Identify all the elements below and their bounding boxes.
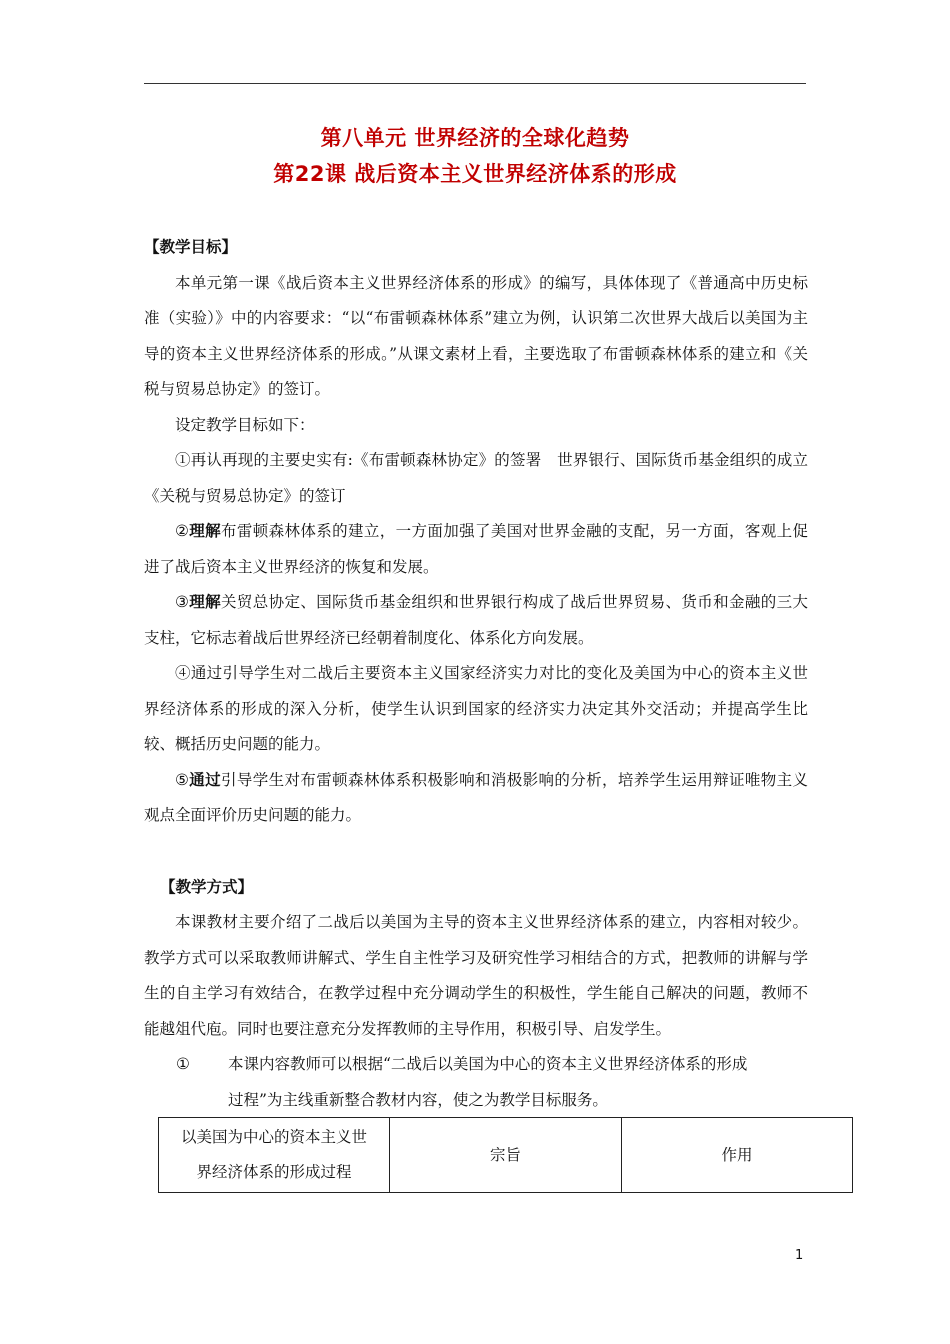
goal-item-text: 引导学生对布雷顿森林体系积极影响和消极影响的分析，培养学生运用辩证唯物主义观点全面评价历史问题的能力。 [144, 770, 808, 824]
section-gap [144, 834, 808, 870]
methods-item-line1: 本课内容教师可以根据“二战后以美国为中心的资本主义世界经济体系的形成 [228, 1055, 748, 1073]
methods-item-line2: 过程”为主线重新整合教材内容，使之为教学目标服务。 [228, 1090, 608, 1109]
goal-item-number: ④ [175, 664, 191, 682]
goal-item-number: ⑤ [175, 770, 190, 789]
goal-item-keyword: 理解 [189, 593, 222, 611]
goal-item-number: ① [175, 451, 191, 469]
table-header-purpose: 宗旨 [390, 1118, 622, 1193]
methods-item-number: ① [176, 1055, 190, 1073]
goals-setup: 设定教学目标如下： [175, 415, 315, 434]
goal-item-number: ③ [175, 593, 190, 611]
goal-item-4 [144, 656, 808, 763]
goal-item-2 [144, 514, 808, 585]
unit-title: 第八单元 世界经济的全球化趋势 [320, 126, 630, 150]
table-header-effect: 作用 [622, 1118, 853, 1193]
goal-item-keyword: 通过 [189, 770, 222, 789]
table-header-process: 以美国为中心的资本主义世 界经济体系的形成过程 [159, 1118, 390, 1193]
goal-item-5 [144, 763, 808, 834]
goal-item-text: 再认再现的主要史实有:《布雷顿森林协定》的签署 世界银行、国际货币基金组织的成立 《关税与贸易总协定》的签订 [144, 451, 840, 505]
methods-body: 本课教材主要介绍了二战后以美国为主导的资本主义世界经济体系的建立，内容相对较少。教学方式可以采取教师讲解式、学生自主性学习及研究性学习相结合的方式，把教师的讲解与学生的自主学习有效结合，在教学过程中充分调动学生的积极性，学生能自己解决的问题，教师不能越俎代庖。同时也要注意充分发挥教师的主导作用，积极引导、启发学生。 [144, 913, 808, 1038]
lesson-title: 第22课 战后资本主义世界经济体系的形成 [273, 162, 677, 186]
process-table [158, 1117, 853, 1193]
methods-item-1 [144, 1047, 808, 1083]
methods-heading: 【教学方式】 [160, 877, 254, 896]
goal-item-text: 关贸总协定、国际货币基金组织和世界银行构成了战后世界贸易、货币和金融的三大支柱，它标志着战后世界经济已经朝着制度化、体系化方向发展。 [144, 593, 808, 647]
goal-item-1 [144, 443, 840, 514]
goal-item-keyword: 理解 [189, 522, 222, 540]
header-rule [144, 83, 806, 84]
document-body [144, 230, 840, 1118]
goal-item-text: 通过引导学生对二战后主要资本主义国家经济实力对比的变化及美国为中心的资本主义世界经济体系的形成的深入分析，使学生认识到国家的经济实力决定其外交活动；并提高学生比较、概括历史问题的能力。 [144, 664, 808, 753]
goals-heading: 【教学目标】 [144, 238, 238, 256]
goal-item-number: ② [175, 522, 190, 540]
goal-item-text: 布雷顿森林体系的建立，一方面加强了美国对世界金融的支配，另一方面，客观上促进了战后资本主义世界经济的恢复和发展。 [144, 522, 808, 576]
goals-intro: 本单元第一课《战后资本主义世界经济体系的形成》的编写，具体体现了《普通高中历史标准（实验）》中的内容要求：“以“布雷顿森林体系”建立为例，认识第二次世界大战后以美国为主导的资本主义世界经济体系的形成。”从课文素材上看，主要选取了布雷顿森林体系的建立和《关税与贸易总协定》的签订。 [144, 273, 808, 398]
page-number: 1 [795, 1248, 804, 1263]
table-row [159, 1118, 853, 1193]
goal-item-3 [144, 585, 808, 656]
